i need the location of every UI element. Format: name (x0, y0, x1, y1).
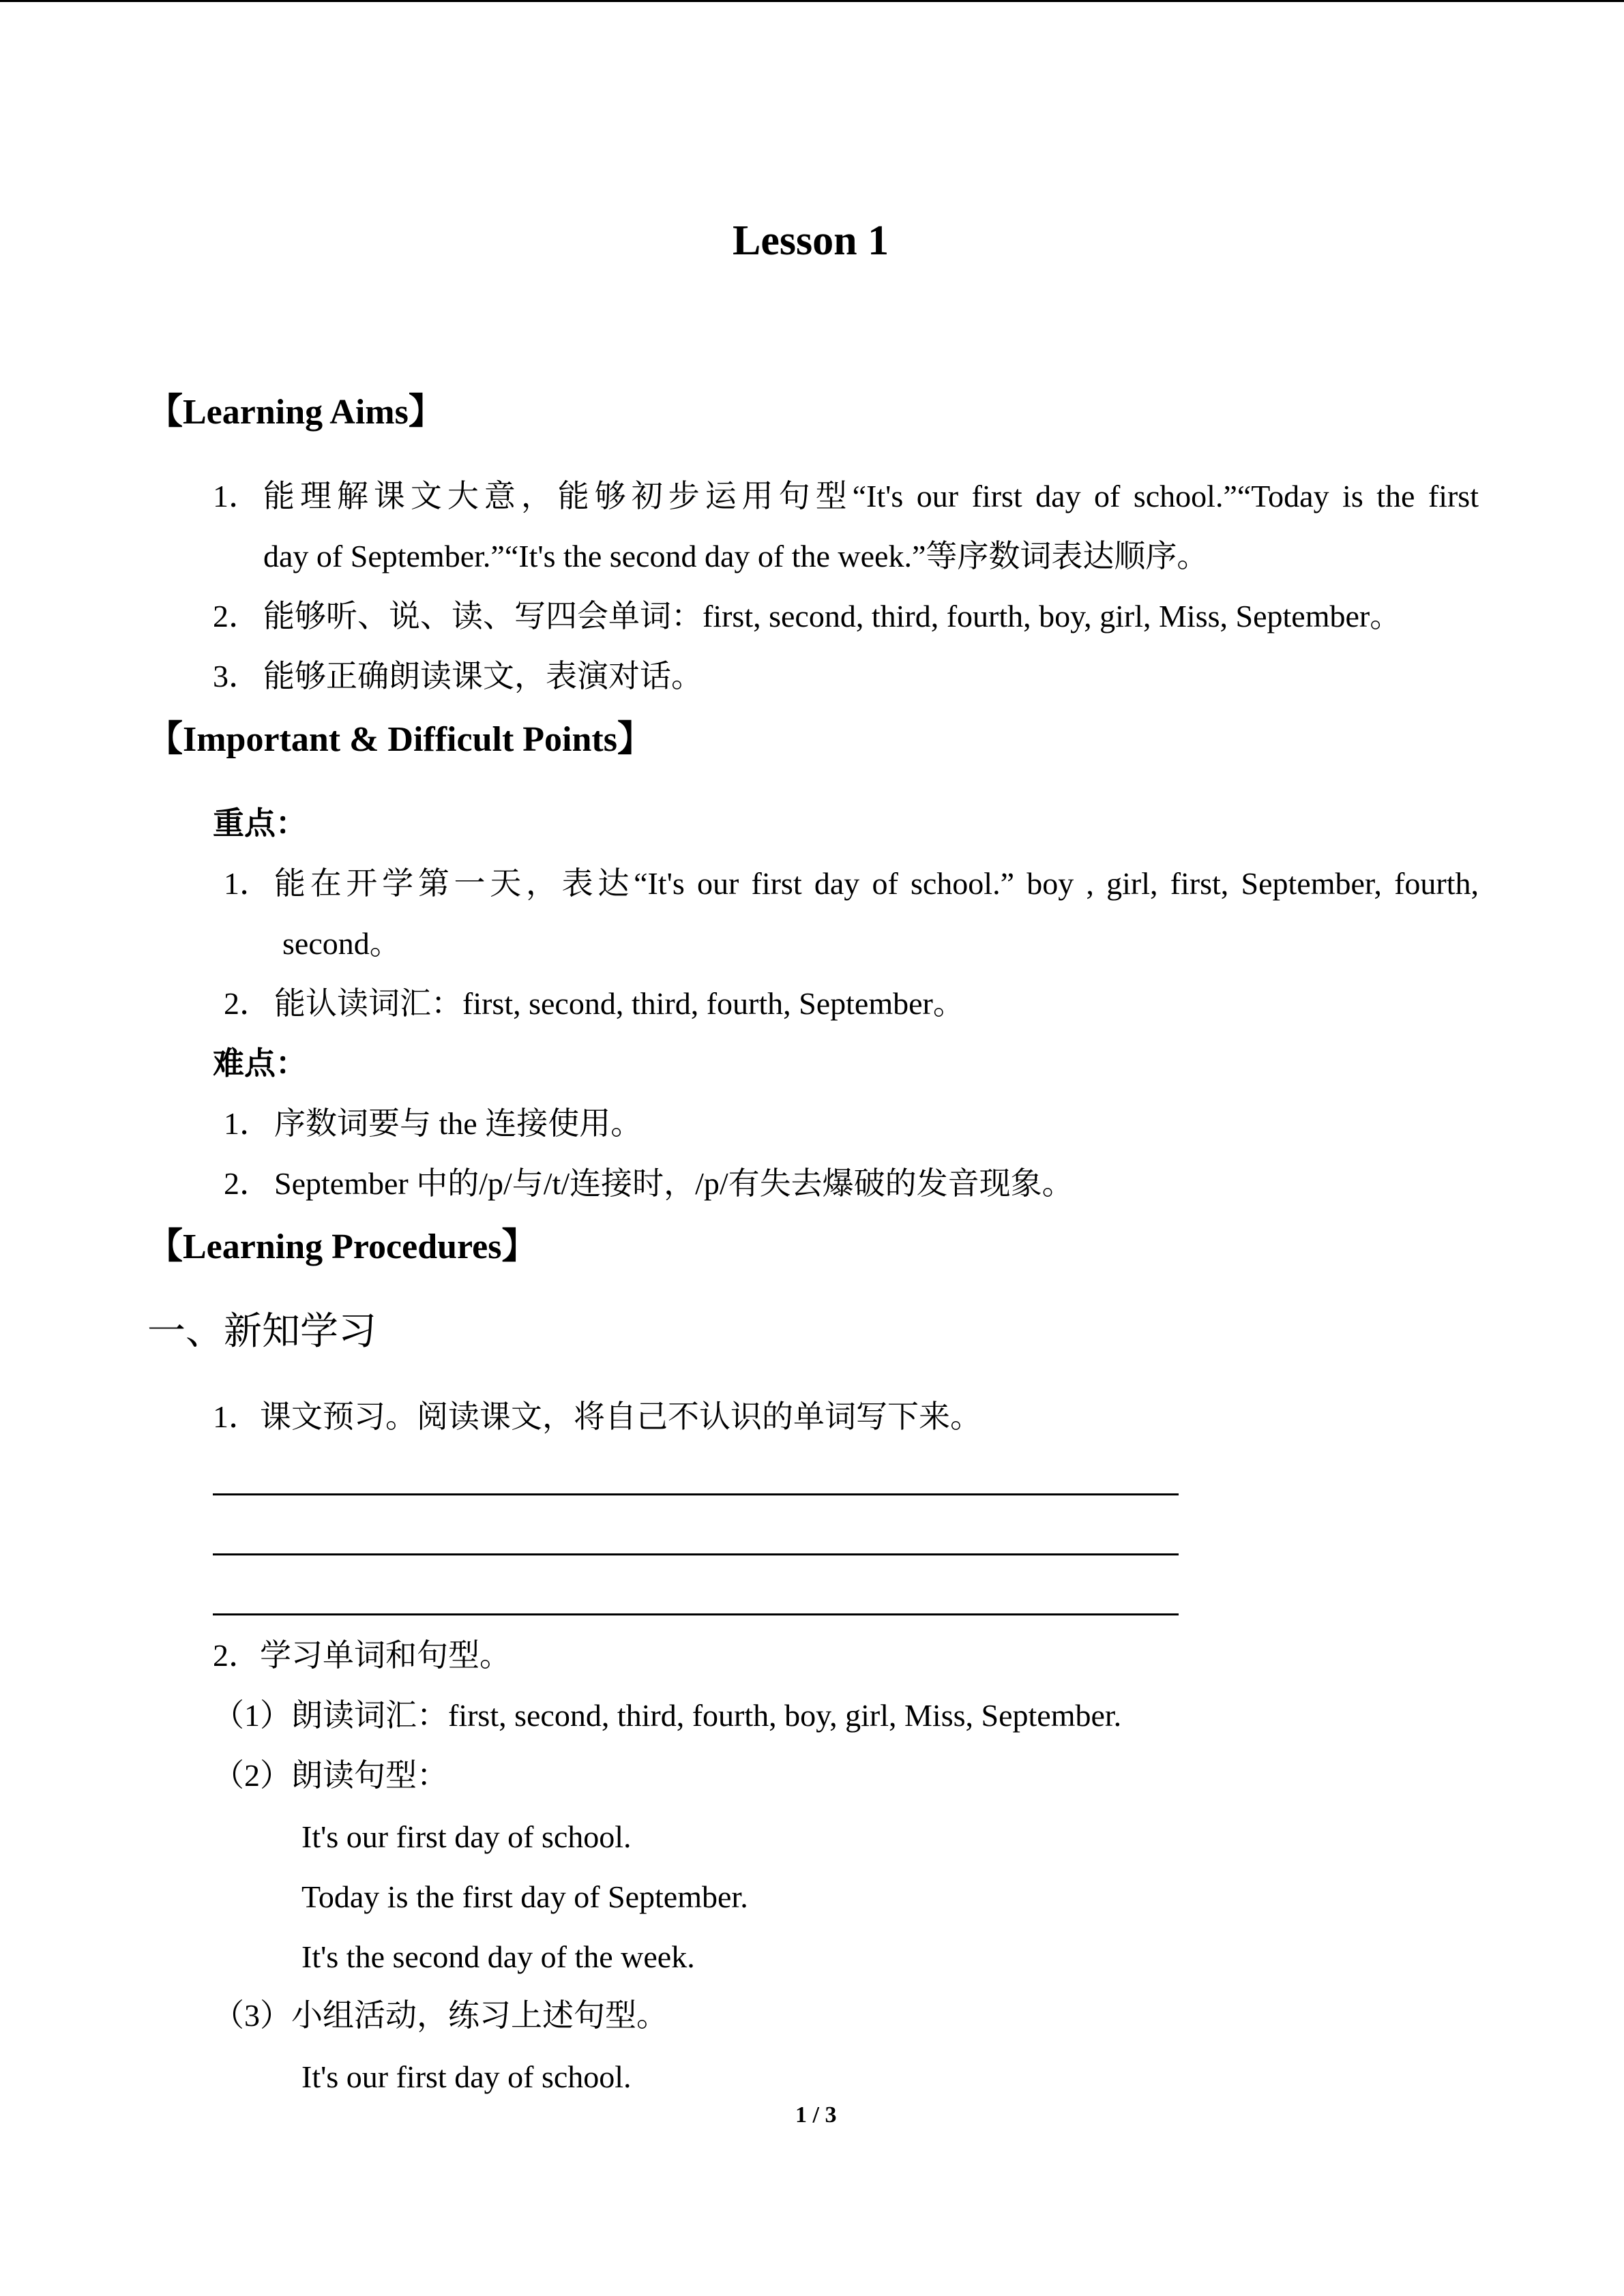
sentence-4: It's our first day of school. (301, 2059, 632, 2094)
difficult-item-2-text: September 中的/p/与/t/连接时，/p/有失去爆破的发音现象。 (274, 1166, 1074, 1201)
difficult-item-2-number: 2． (224, 1166, 271, 1201)
aims-item-2-text: 能够听、说、读、写四会单词：first, second, third, fourth, boy, girl, Miss, September。 (263, 599, 1402, 633)
aims-item-1-line-1: 能理解课文大意，能够初步运用句型“It's our first day of school.”“Today is the first (263, 479, 1479, 513)
answer-line-3[interactable] (213, 1613, 1179, 1615)
procedures-heading: 【Learning Procedures】 (147, 1227, 537, 1266)
key-item-1-number: 1． (224, 866, 271, 901)
answer-line-1[interactable] (213, 1493, 1179, 1495)
aims-item-3-text: 能够正确朗读课文，表演对话。 (263, 659, 703, 694)
key-item-2-text: 能认读词汇：first, second, third, fourth, September。 (274, 986, 964, 1021)
sentence-1: It's our first day of school. (301, 1819, 632, 1854)
aims-item-2-number: 2． (213, 599, 260, 633)
difficult-item-1-number: 1． (224, 1106, 271, 1141)
section-new-knowledge: 一、新知学习 (147, 1311, 377, 1353)
difficult-item-1-text: 序数词要与 the 连接使用。 (274, 1106, 643, 1141)
key-item-1-line-1: 能在开学第一天，表达“It's our first day of school.” boy , girl, first, September, fourth, (274, 866, 1479, 901)
step-1-text: 1．课文预习。阅读课文，将自己不认识的单词写下来。 (213, 1399, 981, 1434)
sentence-2: Today is the first day of September. (301, 1879, 748, 1914)
learning-aims-heading: 【Learning Aims】 (147, 393, 444, 432)
top-border (0, 0, 1624, 2)
page-number: 1 / 3 (795, 2102, 837, 2128)
key-item-1-line-2: second。 (282, 926, 401, 961)
aims-item-1-line-2: day of September.”“It's the second day of the week.”等序数词表达顺序。 (263, 539, 1209, 573)
key-item-2-number: 2． (224, 986, 271, 1021)
points-heading: 【Important & Difficult Points】 (147, 720, 653, 759)
page-title: Lesson 1 (733, 218, 889, 264)
aims-item-3-number: 3． (213, 659, 260, 694)
difficult-points-label: 难点： (213, 1046, 307, 1081)
sub-step-1-text: （1）朗读词汇：first, second, third, fourth, boy, girl, Miss, September. (213, 1698, 1122, 1733)
sub-step-3-text: （3）小组活动，练习上述句型。 (213, 1998, 668, 2033)
sub-step-2-text: （2）朗读句型： (213, 1758, 448, 1793)
step-2-text: 2．学习单词和句型。 (213, 1638, 511, 1673)
key-points-label: 重点： (213, 806, 307, 841)
aims-item-1-number: 1． (213, 479, 260, 513)
sentence-3: It's the second day of the week. (301, 1939, 695, 1974)
answer-line-2[interactable] (213, 1553, 1179, 1555)
